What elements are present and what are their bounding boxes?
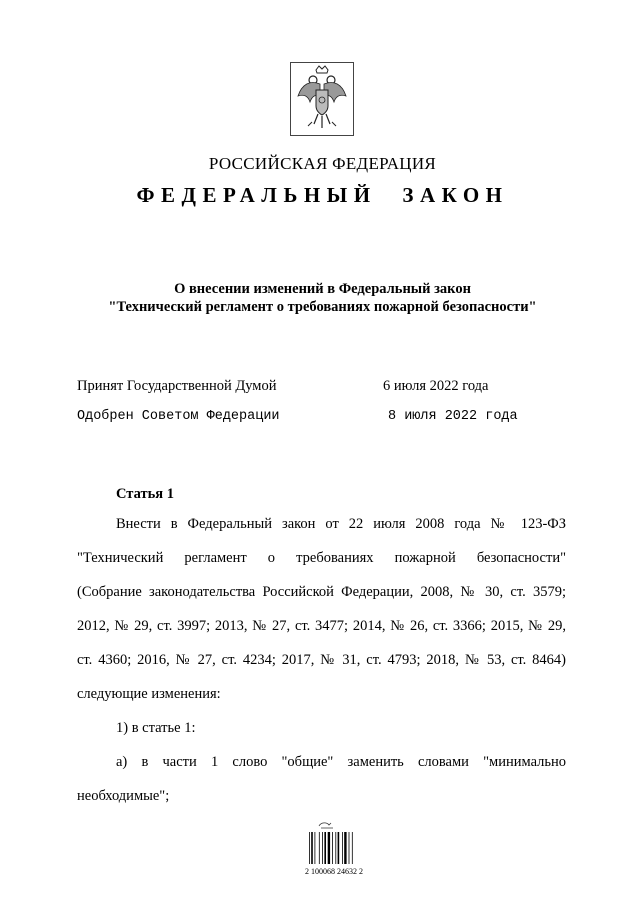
barcode-bar [328, 832, 330, 864]
coat-of-arms-icon [290, 62, 354, 136]
council-approval-date: 8 июля 2022 года [388, 409, 518, 424]
list-item-1: 1) в статье 1: [116, 720, 196, 736]
sub-item-a-line-1: а) в части 1 слово "общие" заменить словами "минимально [116, 754, 566, 770]
article-line: "Технический регламент о требованиях пожарной безопасности" [77, 550, 566, 566]
barcode-bar [349, 832, 350, 864]
article-line: (Собрание законодательства Российской Федерации, 2008, № 30, ст. 3579; [77, 584, 566, 600]
article-heading: Статья 1 [116, 486, 174, 502]
barcode-bar [309, 832, 310, 864]
article-body [77, 507, 566, 813]
barcode-bar [342, 832, 343, 864]
article-line: 2012, № 29, ст. 3997; 2013, № 27, ст. 3477; 2014, № 26, ст. 3366; 2015, № 29, [77, 618, 566, 634]
duma-adoption-label: Принят Государственной Думой [77, 378, 277, 394]
barcode-bar [319, 832, 320, 864]
barcode-bar [338, 832, 340, 864]
barcode-bar [344, 832, 346, 864]
article-line: следующие изменения: [77, 686, 221, 702]
law-title [0, 280, 640, 316]
article-line: ст. 4360; 2016, № 27, ст. 4234; 2017, № 31, ст. 4793; 2018, № 53, ст. 8464) [77, 652, 566, 668]
barcode-bar [322, 832, 323, 864]
document-type: ФЕДЕРАЛЬНЫЙ ЗАКОН [136, 183, 509, 207]
council-approval-label: Одобрен Советом Федерации [77, 409, 280, 424]
barcode-number: 2 100068 24632 2 [305, 867, 363, 876]
country-name: РОССИЙСКАЯ ФЕДЕРАЦИЯ [208, 154, 437, 173]
barcode-bar [352, 832, 353, 864]
article-line: Внести в Федеральный закон от 22 июля 2008 года № 123-ФЗ [116, 516, 566, 532]
sub-item-a-line-2: необходимые"; [77, 788, 170, 804]
duma-adoption-date: 6 июля 2022 года [383, 378, 489, 394]
barcode-bar [335, 832, 336, 864]
law-title-line-2: "Технический регламент о требованиях пожарной безопасности" [108, 299, 537, 315]
barcode-bar [315, 832, 316, 864]
barcode-bar [324, 832, 326, 864]
law-title-line-1: О внесении изменений в Федеральный закон [174, 281, 471, 297]
barcode-icon [303, 820, 363, 878]
barcode-bar [311, 832, 313, 864]
barcode-bar [332, 832, 333, 864]
